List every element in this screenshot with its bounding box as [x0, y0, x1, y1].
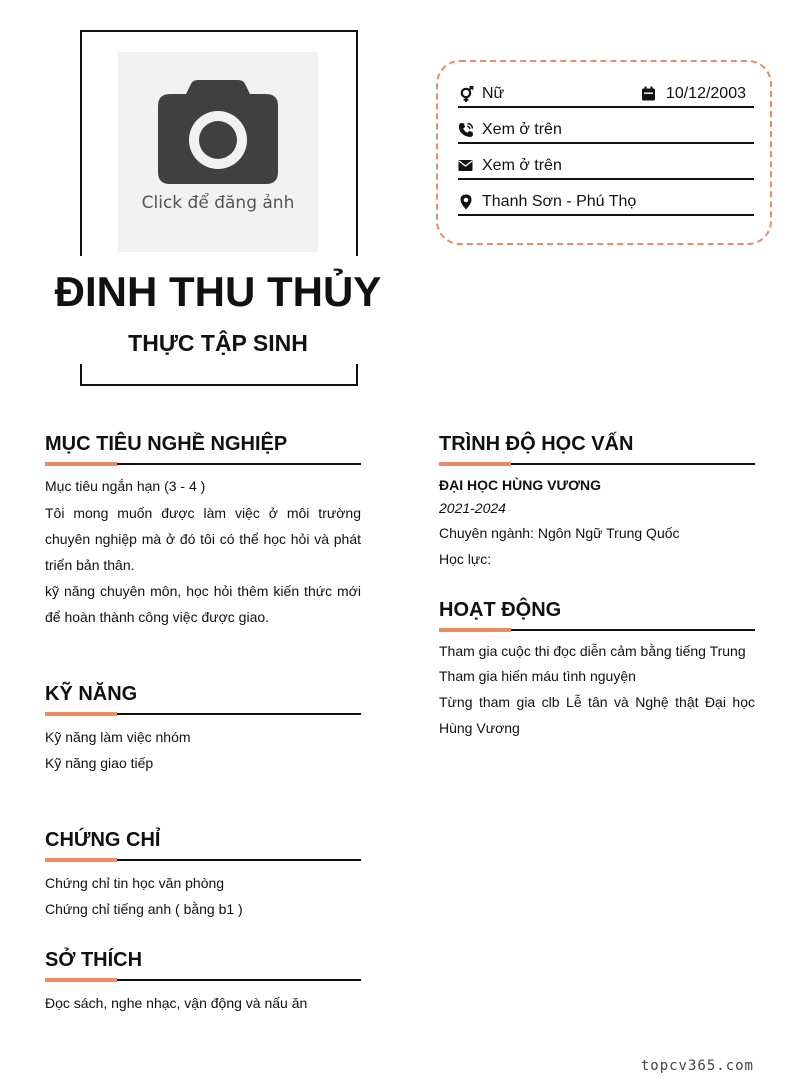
avatar-upload[interactable] — [118, 52, 318, 252]
contact-row-phone — [458, 118, 754, 144]
section-title-hobbies: SỞ THÍCH — [45, 949, 143, 971]
contact-row-gender — [458, 82, 754, 108]
activity-item: Tham gia hiến máu tình nguyện — [439, 668, 636, 684]
section-rule — [45, 713, 361, 715]
section-title-objective: MỤC TIÊU NGHỀ NGHIỆP — [45, 433, 288, 455]
contact-row-address — [458, 190, 754, 216]
certificate-item: Chứng chỉ tin học văn phòng — [45, 875, 225, 891]
gender-icon — [458, 86, 474, 102]
certificate-item: Chứng chỉ tiếng anh ( bằng b1 ) — [45, 901, 243, 917]
study-major: Chuyên ngành: Ngôn Ngữ Trung Quốc — [439, 525, 680, 541]
footer-site: topcv365.com — [640, 1058, 754, 1074]
section-title-education: TRÌNH ĐỘ HỌC VẤN — [439, 433, 634, 455]
activity-item: Tham gia cuộc thi đọc diễn cảm bằng tiếng Trung — [439, 643, 746, 659]
section-title-skills: KỸ NĂNG — [45, 683, 138, 705]
envelope-icon — [458, 158, 474, 174]
header-frame-bottom — [80, 364, 358, 386]
email-value: Xem ở trên — [482, 157, 562, 174]
birthday-value: 10/12/2003 — [665, 85, 746, 102]
contact-row-email — [458, 154, 754, 180]
section-title-certificates: CHỨNG CHỈ — [45, 829, 161, 851]
candidate-position: THỰC TẬP SINH — [128, 330, 308, 356]
calendar-icon — [641, 86, 657, 102]
school-name: ĐẠI HỌC HÙNG VƯƠNG — [439, 477, 602, 493]
section-title-activities: HOẠT ĐỘNG — [439, 599, 562, 621]
section-rule — [45, 979, 361, 981]
contact-box — [436, 60, 772, 245]
activity-item: Từng tham gia clb Lễ tân và Nghệ thật Đại học Hùng Vương — [439, 694, 755, 736]
phone-value: Xem ở trên — [482, 121, 562, 138]
study-period: 2021-2024 — [439, 500, 506, 516]
camera-icon — [158, 80, 278, 184]
objective-line: Mục tiêu ngắn hạn (3 - 4 ) — [45, 478, 206, 494]
skill-item: Kỹ năng làm việc nhóm — [45, 729, 191, 745]
section-rule — [45, 859, 361, 861]
map-pin-icon — [458, 194, 474, 210]
objective-paragraph: Tôi mong muốn được làm việc ở môi trường chuyên nghiệp mà ở đó tôi có thể học hỏi và phát triển bản thân. — [45, 505, 361, 573]
skill-item: Kỹ năng giao tiếp — [45, 755, 154, 771]
section-rule — [439, 629, 755, 631]
section-rule — [439, 463, 755, 465]
section-rule — [45, 463, 361, 465]
study-grade: Học lực: — [439, 551, 492, 567]
gender-value: Nữ — [482, 85, 505, 102]
hobby-item: Đọc sách, nghe nhạc, vận động và nấu ăn — [45, 995, 308, 1011]
objective-paragraph: kỹ năng chuyên môn, học hỏi thêm kiến thức mới để hoàn thành công việc được giao. — [45, 583, 361, 625]
address-value: Thanh Sơn - Phú Thọ — [482, 193, 637, 210]
candidate-name: ĐINH THU THỦY — [54, 268, 382, 315]
birthday-group — [641, 85, 746, 103]
phone-icon — [458, 122, 474, 138]
upload-photo-label: Click để đăng ảnh — [141, 193, 295, 213]
